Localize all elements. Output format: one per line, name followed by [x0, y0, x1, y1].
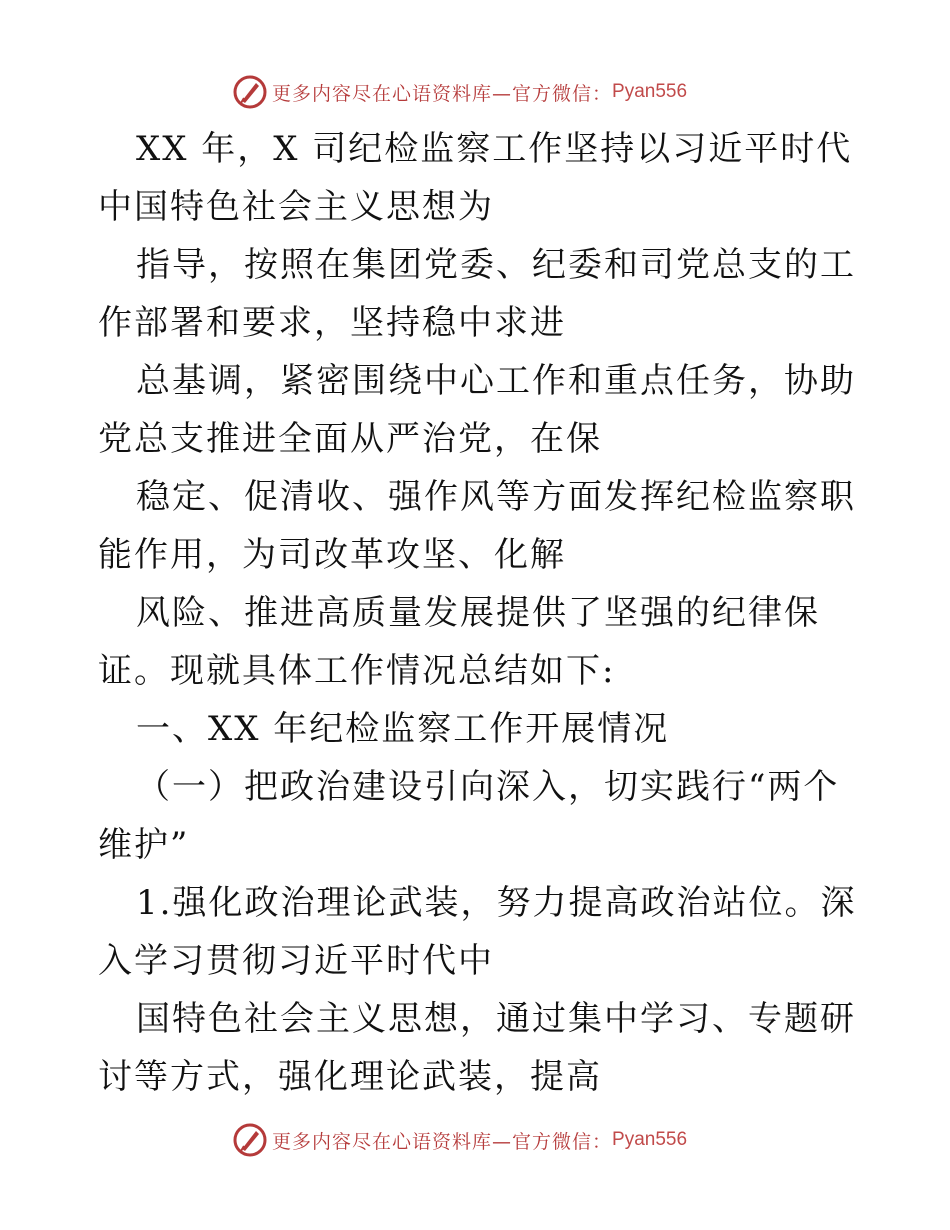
paragraph-5: 风险、推进高质量发展提供了坚强的纪律保证。现就具体工作情况总结如下:: [98, 593, 820, 691]
watermark-wechat-id: Pyan556: [612, 81, 688, 102]
document-body: [98, 120, 858, 1106]
paragraph-2: 指导，按照在集团党委、纪委和司党总支的工作部署和要求，坚持稳中求进: [98, 245, 856, 343]
feather-pen-logo-icon: [232, 1122, 268, 1158]
subsection-heading-1: （一）把政治建设引向深入，切实践行“两个维护”: [98, 767, 840, 865]
section-heading-1: 一、XX 年纪检监察工作开展情况: [136, 709, 670, 749]
paragraph-item-1: 1.强化政治理论武装，努力提高政治站位。深入学习贯彻习近平时代中: [98, 883, 857, 981]
footer-watermark: [232, 1120, 687, 1160]
paragraph-4: 稳定、促清收、强作风等方面发挥纪检监察职能作用，为司改革攻坚、化解: [98, 477, 856, 575]
watermark-text: 更多内容尽在心语资料库—官方微信：: [272, 1130, 613, 1153]
watermark-text: 更多内容尽在心语资料库—官方微信：: [272, 82, 613, 105]
paragraph-3: 总基调，紧密围绕中心工作和重点任务，协助党总支推进全面从严治党，在保: [98, 361, 856, 459]
paragraph-1: XX 年，X 司纪检监察工作坚持以习近平时代中国特色社会主义思想为: [98, 129, 853, 227]
watermark-wechat-id: Pyan556: [612, 1129, 688, 1150]
feather-pen-logo-icon: [232, 74, 268, 110]
paragraph-item-1-cont: 国特色社会主义思想，通过集中学习、专题研讨等方式，强化理论武装，提高: [98, 999, 856, 1097]
header-watermark: [232, 72, 687, 112]
